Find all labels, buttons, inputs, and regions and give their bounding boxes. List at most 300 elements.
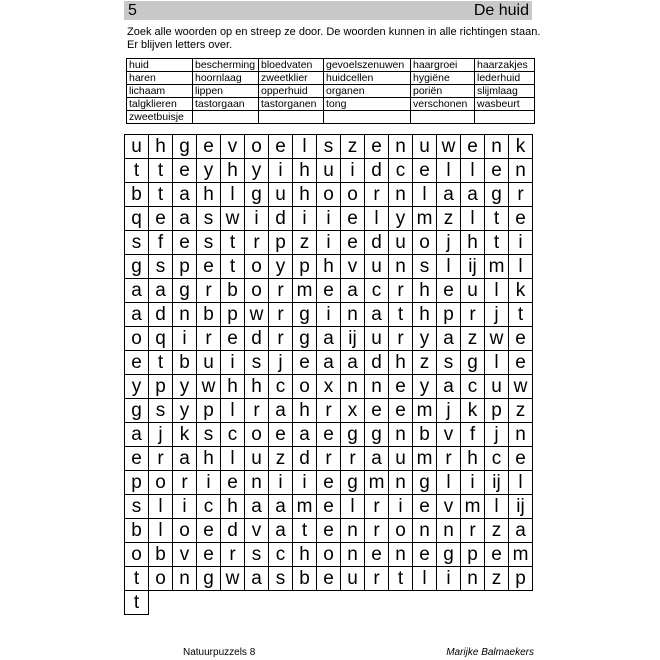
grid-letter[interactable]: g [197,567,221,591]
grid-letter[interactable]: b [125,183,149,207]
grid-letter[interactable]: l [221,183,245,207]
grid-letter[interactable]: l [149,519,173,543]
grid-letter[interactable]: b [197,303,221,327]
grid-letter[interactable]: z [293,231,317,255]
grid-letter[interactable]: a [269,399,293,423]
grid-letter[interactable]: r [269,327,293,351]
grid-letter[interactable]: l [509,255,533,279]
grid-letter[interactable]: a [173,183,197,207]
grid-letter[interactable]: s [197,207,221,231]
grid-letter[interactable]: m [413,447,437,471]
grid-letter[interactable]: i [341,159,365,183]
grid-letter[interactable]: l [413,183,437,207]
grid-letter[interactable]: z [485,519,509,543]
grid-letter[interactable]: h [413,279,437,303]
grid-letter[interactable]: p [197,399,221,423]
grid-letter[interactable]: s [317,135,341,159]
grid-letter[interactable]: a [341,351,365,375]
grid-letter[interactable]: o [413,231,437,255]
grid-letter[interactable]: a [365,303,389,327]
grid-letter[interactable]: g [413,471,437,495]
grid-letter[interactable]: r [389,279,413,303]
grid-letter[interactable]: z [485,567,509,591]
grid-letter[interactable]: p [293,255,317,279]
grid-letter[interactable]: r [509,183,533,207]
grid-letter[interactable]: l [149,495,173,519]
grid-letter[interactable]: c [389,159,413,183]
grid-letter[interactable]: e [509,327,533,351]
grid-letter[interactable]: t [293,519,317,543]
grid-letter[interactable]: n [389,255,413,279]
grid-letter[interactable]: o [173,519,197,543]
grid-letter[interactable]: a [365,447,389,471]
grid-letter[interactable]: e [317,519,341,543]
grid-letter[interactable]: b [149,543,173,567]
grid-letter[interactable]: m [461,495,485,519]
grid-letter[interactable]: o [125,543,149,567]
grid-letter[interactable]: n [485,135,509,159]
grid-letter[interactable]: m [293,279,317,303]
grid-letter[interactable]: n [341,303,365,327]
grid-letter[interactable]: u [269,183,293,207]
grid-letter[interactable]: y [269,255,293,279]
grid-letter[interactable]: s [197,423,221,447]
grid-letter[interactable]: h [149,135,173,159]
grid-letter[interactable]: h [293,183,317,207]
grid-letter[interactable]: i [173,327,197,351]
grid-letter[interactable]: l [461,159,485,183]
grid-letter[interactable]: e [197,519,221,543]
grid-letter[interactable]: ij [341,327,365,351]
grid-letter[interactable]: e [197,255,221,279]
grid-letter[interactable]: r [197,327,221,351]
grid-letter[interactable]: g [293,303,317,327]
grid-letter[interactable]: u [365,327,389,351]
grid-letter[interactable]: u [365,255,389,279]
grid-letter[interactable]: y [173,375,197,399]
grid-letter[interactable]: o [341,183,365,207]
grid-letter[interactable]: i [269,471,293,495]
grid-letter[interactable]: s [149,255,173,279]
grid-letter[interactable]: s [197,231,221,255]
grid-letter[interactable]: n [389,135,413,159]
grid-letter[interactable]: b [125,519,149,543]
grid-letter[interactable]: b [293,567,317,591]
grid-letter[interactable]: o [149,471,173,495]
grid-letter[interactable]: p [173,255,197,279]
grid-letter[interactable]: o [389,519,413,543]
grid-letter[interactable]: l [341,495,365,519]
grid-letter[interactable]: d [365,351,389,375]
grid-letter[interactable]: r [221,543,245,567]
grid-letter[interactable]: ij [461,255,485,279]
grid-letter[interactable]: t [125,159,149,183]
grid-letter[interactable]: p [461,543,485,567]
grid-letter[interactable]: y [389,207,413,231]
grid-letter[interactable]: e [197,543,221,567]
grid-letter[interactable]: i [173,495,197,519]
grid-letter[interactable]: i [221,351,245,375]
grid-letter[interactable]: y [245,159,269,183]
grid-letter[interactable]: n [341,543,365,567]
grid-letter[interactable]: a [245,495,269,519]
grid-letter[interactable]: l [485,279,509,303]
grid-letter[interactable]: b [173,351,197,375]
grid-letter[interactable]: c [221,423,245,447]
grid-letter[interactable]: t [125,591,149,615]
grid-letter[interactable]: a [149,279,173,303]
grid-letter[interactable]: l [437,471,461,495]
grid-letter[interactable]: l [365,207,389,231]
grid-letter[interactable]: p [221,303,245,327]
grid-letter[interactable]: g [125,255,149,279]
grid-letter[interactable]: a [341,279,365,303]
grid-letter[interactable]: e [485,159,509,183]
grid-letter[interactable]: o [125,327,149,351]
grid-letter[interactable]: g [461,351,485,375]
grid-letter[interactable]: z [413,351,437,375]
grid-letter[interactable]: e [221,471,245,495]
grid-letter[interactable]: y [413,375,437,399]
grid-letter[interactable]: a [317,351,341,375]
grid-letter[interactable]: n [389,423,413,447]
grid-letter[interactable]: a [293,423,317,447]
grid-letter[interactable]: j [149,423,173,447]
grid-letter[interactable]: u [461,279,485,303]
grid-letter[interactable]: e [269,423,293,447]
grid-letter[interactable]: e [149,207,173,231]
grid-letter[interactable]: r [245,399,269,423]
grid-letter[interactable]: g [437,543,461,567]
grid-letter[interactable]: e [461,135,485,159]
grid-letter[interactable]: a [125,303,149,327]
grid-letter[interactable]: l [221,399,245,423]
grid-letter[interactable]: e [341,231,365,255]
grid-letter[interactable]: a [437,183,461,207]
grid-letter[interactable]: n [509,423,533,447]
grid-letter[interactable]: y [413,327,437,351]
grid-letter[interactable]: y [173,399,197,423]
grid-letter[interactable]: q [149,327,173,351]
grid-letter[interactable]: u [317,159,341,183]
grid-letter[interactable]: i [389,495,413,519]
grid-letter[interactable]: d [221,519,245,543]
grid-letter[interactable]: r [149,447,173,471]
grid-letter[interactable]: e [317,279,341,303]
grid-letter[interactable]: l [293,135,317,159]
grid-letter[interactable]: v [437,495,461,519]
grid-letter[interactable]: d [365,231,389,255]
grid-letter[interactable]: i [293,207,317,231]
grid-letter[interactable]: v [437,423,461,447]
grid-letter[interactable]: r [437,447,461,471]
grid-letter[interactable]: t [485,207,509,231]
grid-letter[interactable]: p [509,567,533,591]
grid-letter[interactable]: p [125,471,149,495]
grid-letter[interactable]: t [149,159,173,183]
grid-letter[interactable]: t [221,255,245,279]
grid-letter[interactable]: s [125,495,149,519]
grid-letter[interactable]: y [197,159,221,183]
grid-letter[interactable]: x [341,399,365,423]
grid-letter[interactable]: l [461,207,485,231]
grid-letter[interactable]: h [317,255,341,279]
grid-letter[interactable]: n [173,303,197,327]
grid-letter[interactable]: v [245,519,269,543]
grid-letter[interactable]: m [509,543,533,567]
grid-letter[interactable]: y [125,375,149,399]
grid-letter[interactable]: z [509,399,533,423]
grid-letter[interactable]: p [485,399,509,423]
grid-letter[interactable]: p [437,303,461,327]
grid-letter[interactable]: u [245,447,269,471]
grid-letter[interactable]: j [485,423,509,447]
grid-letter[interactable]: n [389,183,413,207]
grid-letter[interactable]: h [293,399,317,423]
grid-letter[interactable]: ij [485,471,509,495]
grid-letter[interactable]: t [149,183,173,207]
grid-letter[interactable]: e [221,327,245,351]
grid-letter[interactable]: u [341,567,365,591]
grid-letter[interactable]: a [269,519,293,543]
grid-letter[interactable]: e [317,423,341,447]
grid-letter[interactable]: c [461,375,485,399]
grid-letter[interactable]: r [365,567,389,591]
grid-letter[interactable]: g [245,183,269,207]
grid-letter[interactable]: i [317,207,341,231]
grid-letter[interactable]: a [173,447,197,471]
grid-letter[interactable]: h [221,495,245,519]
grid-letter[interactable]: p [269,231,293,255]
grid-letter[interactable]: g [173,135,197,159]
grid-letter[interactable]: s [125,231,149,255]
grid-letter[interactable]: l [509,471,533,495]
grid-letter[interactable]: w [485,327,509,351]
grid-letter[interactable]: s [149,399,173,423]
grid-letter[interactable]: s [437,351,461,375]
grid-letter[interactable]: j [437,399,461,423]
grid-letter[interactable]: n [437,519,461,543]
grid-letter[interactable]: m [365,471,389,495]
grid-letter[interactable]: g [293,327,317,351]
grid-letter[interactable]: u [413,135,437,159]
grid-letter[interactable]: l [437,255,461,279]
grid-letter[interactable]: k [173,423,197,447]
grid-letter[interactable]: o [245,255,269,279]
grid-letter[interactable]: w [221,207,245,231]
grid-letter[interactable]: e [437,279,461,303]
grid-letter[interactable]: v [341,255,365,279]
grid-letter[interactable]: a [125,279,149,303]
grid-letter[interactable]: z [461,327,485,351]
grid-letter[interactable]: h [461,447,485,471]
grid-letter[interactable]: n [341,519,365,543]
grid-letter[interactable]: s [269,567,293,591]
grid-letter[interactable]: e [341,207,365,231]
grid-letter[interactable]: d [245,327,269,351]
grid-letter[interactable]: k [509,279,533,303]
grid-letter[interactable]: u [197,351,221,375]
grid-letter[interactable]: w [437,135,461,159]
grid-letter[interactable]: h [221,159,245,183]
grid-letter[interactable]: n [341,375,365,399]
grid-letter[interactable]: l [485,351,509,375]
grid-letter[interactable]: r [365,519,389,543]
grid-letter[interactable]: x [317,375,341,399]
grid-letter[interactable]: h [293,543,317,567]
grid-letter[interactable]: a [437,327,461,351]
grid-letter[interactable]: e [317,567,341,591]
grid-letter[interactable]: a [125,423,149,447]
grid-letter[interactable]: w [221,567,245,591]
grid-letter[interactable]: t [221,231,245,255]
grid-letter[interactable]: i [317,303,341,327]
grid-letter[interactable]: r [197,279,221,303]
grid-letter[interactable]: w [197,375,221,399]
grid-letter[interactable]: s [245,543,269,567]
grid-letter[interactable]: t [149,351,173,375]
grid-letter[interactable]: i [509,231,533,255]
grid-letter[interactable]: n [389,543,413,567]
grid-letter[interactable]: g [125,399,149,423]
grid-letter[interactable]: e [293,351,317,375]
grid-letter[interactable]: a [173,207,197,231]
grid-letter[interactable]: l [485,495,509,519]
grid-letter[interactable]: e [173,231,197,255]
grid-letter[interactable]: o [149,567,173,591]
grid-letter[interactable]: r [269,279,293,303]
grid-letter[interactable]: t [389,303,413,327]
grid-letter[interactable]: h [413,303,437,327]
grid-letter[interactable]: d [365,159,389,183]
grid-letter[interactable]: i [461,471,485,495]
grid-letter[interactable]: i [437,567,461,591]
grid-letter[interactable]: j [269,351,293,375]
grid-letter[interactable]: i [269,159,293,183]
grid-letter[interactable]: e [173,159,197,183]
grid-letter[interactable]: e [125,351,149,375]
grid-letter[interactable]: r [341,447,365,471]
grid-letter[interactable]: e [317,471,341,495]
grid-letter[interactable]: c [485,447,509,471]
grid-letter[interactable]: m [413,399,437,423]
grid-letter[interactable]: g [173,279,197,303]
grid-letter[interactable]: p [149,375,173,399]
grid-letter[interactable]: l [437,159,461,183]
grid-letter[interactable]: n [245,471,269,495]
grid-letter[interactable]: f [461,423,485,447]
grid-letter[interactable]: q [125,207,149,231]
grid-letter[interactable]: e [509,447,533,471]
grid-letter[interactable]: d [149,303,173,327]
grid-letter[interactable]: v [221,135,245,159]
grid-letter[interactable]: e [413,159,437,183]
grid-letter[interactable]: b [221,279,245,303]
grid-letter[interactable]: n [413,519,437,543]
grid-letter[interactable]: r [461,303,485,327]
grid-letter[interactable]: b [413,423,437,447]
grid-letter[interactable]: u [389,231,413,255]
grid-letter[interactable]: t [509,303,533,327]
grid-letter[interactable]: ij [509,495,533,519]
grid-letter[interactable]: m [293,495,317,519]
grid-letter[interactable]: s [245,351,269,375]
grid-letter[interactable]: n [389,471,413,495]
grid-letter[interactable]: r [269,303,293,327]
grid-letter[interactable]: j [485,303,509,327]
grid-letter[interactable]: l [413,567,437,591]
grid-letter[interactable]: r [365,495,389,519]
grid-letter[interactable]: a [269,495,293,519]
grid-letter[interactable]: a [317,327,341,351]
grid-letter[interactable]: e [509,351,533,375]
grid-letter[interactable]: v [173,543,197,567]
grid-letter[interactable]: c [269,543,293,567]
grid-letter[interactable]: t [485,231,509,255]
grid-letter[interactable]: g [341,471,365,495]
grid-letter[interactable]: n [173,567,197,591]
grid-letter[interactable]: w [509,375,533,399]
grid-letter[interactable]: e [389,375,413,399]
grid-letter[interactable]: k [461,399,485,423]
grid-letter[interactable]: e [317,495,341,519]
grid-letter[interactable]: i [293,471,317,495]
grid-letter[interactable]: i [197,471,221,495]
grid-letter[interactable]: w [245,303,269,327]
grid-letter[interactable]: z [341,135,365,159]
grid-letter[interactable]: h [293,159,317,183]
grid-letter[interactable]: e [413,495,437,519]
grid-letter[interactable]: o [317,183,341,207]
grid-letter[interactable]: o [245,279,269,303]
grid-letter[interactable]: h [197,183,221,207]
grid-letter[interactable]: m [413,207,437,231]
grid-letter[interactable]: o [245,135,269,159]
grid-letter[interactable]: r [173,471,197,495]
grid-letter[interactable]: h [197,447,221,471]
grid-letter[interactable]: r [245,231,269,255]
grid-letter[interactable]: c [365,279,389,303]
grid-letter[interactable]: z [437,207,461,231]
grid-letter[interactable]: r [317,399,341,423]
grid-letter[interactable]: k [509,135,533,159]
grid-letter[interactable]: n [509,159,533,183]
grid-letter[interactable]: e [389,399,413,423]
grid-letter[interactable]: e [269,135,293,159]
grid-letter[interactable]: f [149,231,173,255]
grid-letter[interactable]: e [125,447,149,471]
grid-letter[interactable]: i [317,231,341,255]
grid-letter[interactable]: h [461,231,485,255]
grid-letter[interactable]: i [245,207,269,231]
grid-letter[interactable]: h [245,375,269,399]
grid-letter[interactable]: a [245,567,269,591]
grid-letter[interactable]: o [293,375,317,399]
grid-letter[interactable]: t [389,567,413,591]
grid-letter[interactable]: e [413,543,437,567]
grid-letter[interactable]: t [125,567,149,591]
grid-letter[interactable]: c [269,375,293,399]
grid-letter[interactable]: h [389,351,413,375]
grid-letter[interactable]: d [269,207,293,231]
grid-letter[interactable]: a [509,519,533,543]
grid-letter[interactable]: d [293,447,317,471]
grid-letter[interactable]: g [365,423,389,447]
grid-letter[interactable]: n [461,567,485,591]
grid-letter[interactable]: u [389,447,413,471]
grid-letter[interactable]: e [365,135,389,159]
grid-letter[interactable]: u [485,375,509,399]
